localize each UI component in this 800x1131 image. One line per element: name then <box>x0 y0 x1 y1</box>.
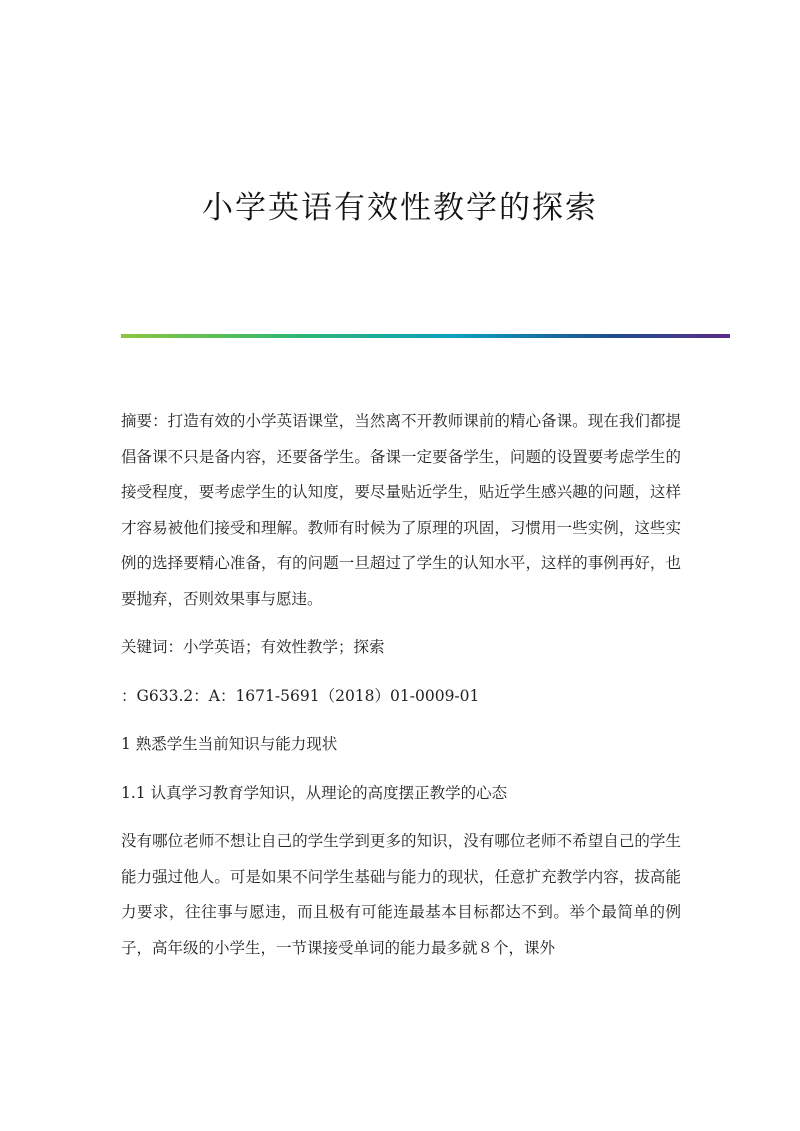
classification-line: ：G633.2：A：1671-5691（2018）01-0009-01 <box>121 686 480 705</box>
body-paragraph: 没有哪位老师不想让自己的学生学到更多的知识，没有哪位老师不希望自己的学生能力强过他人。可是如果不问学生基础与能力的现状，任意扩充教学内容，拔高能力要求，往往事与愿违，而且极有可能连最基本目标都达不到。举个最简单的例子，高年级的小学生，一节课接受单词的能力最多就８个，课外 <box>121 832 681 957</box>
section-heading: 1 熟悉学生当前知识与能力现状 <box>121 735 338 753</box>
abstract-paragraph: 摘要：打造有效的小学英语课堂，当然离不开教师课前的精心备课。现在我们都提倡备课不只是备内容，还要备学生。备课一定要备学生，问题的设置要考虑学生的接受程度，要考虑学生的认知度，要尽量贴近学生，贴近学生感兴趣的问题，这样才容易被他们接受和理解。教师有时候为了原理的巩固，习惯用一些实例，这些实例的选择要精心准备，有的问题一旦超过了学生的认知水平，这样的事例再好，也要抛弃，否则效果事与愿违。 <box>121 412 681 608</box>
keywords-line: 关键词：小学英语；有效性教学；探索 <box>121 638 385 656</box>
document-title: 小学英语有效性教学的探索 <box>202 190 598 226</box>
subsection-heading: 1.1 认真学习教育学知识，从理论的高度摆正教学的心态 <box>121 783 508 802</box>
document-body <box>121 404 681 966</box>
title-divider <box>121 334 730 338</box>
